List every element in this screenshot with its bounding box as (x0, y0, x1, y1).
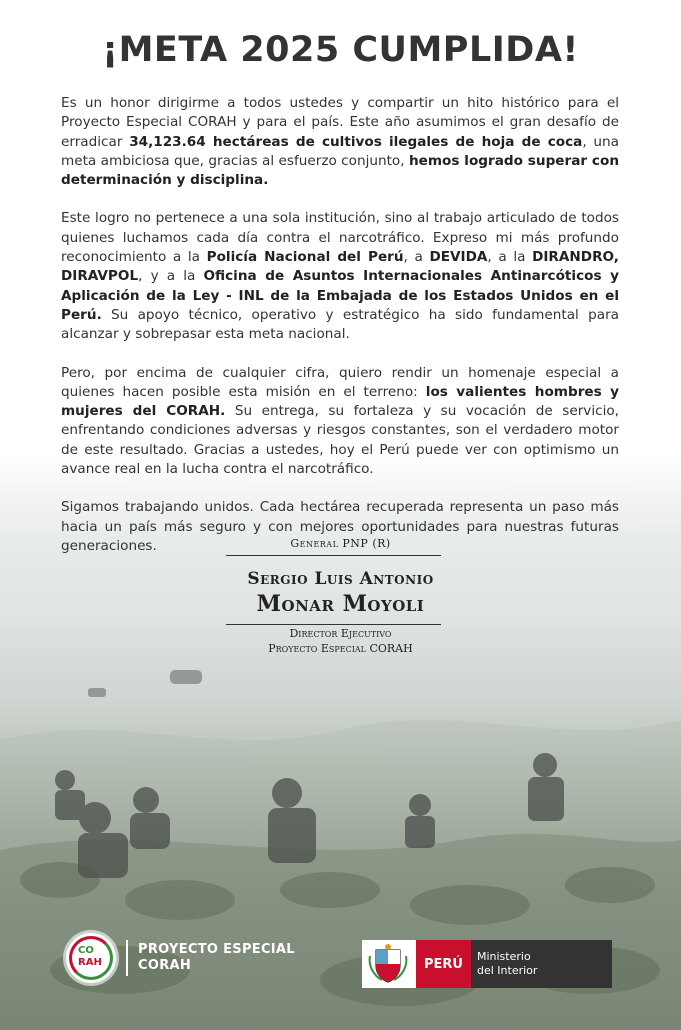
letter-body (61, 94, 619, 575)
paragraph-bold: hemos logrado superar con determinación y disciplina. (61, 152, 619, 189)
signature-role-line1: Director Ejecutivo (289, 627, 392, 640)
paragraph-text: , una meta ambiciosa que, gracias al esfuerzo conjunto, (61, 133, 619, 169)
paragraph-bold: 34,123.64 hectáreas de cultivos ilegales de hoja de coca (129, 133, 583, 150)
signature-role-line2: Proyecto Especial CORAH (268, 642, 413, 655)
peru-label: PERÚ (416, 940, 471, 988)
paragraph-bold: Oficina de Asuntos Internacionales Antinarcóticos y Aplicación de la Ley - INL de la Embajada de los Estados Unidos en el Perú. (61, 268, 619, 323)
corah-line2: CORAH (138, 958, 192, 973)
corah-badge-bottom: RAH (78, 957, 102, 968)
corah-wordmark (138, 942, 295, 974)
paragraph-text: , y a la (138, 268, 204, 285)
corah-badge-top: CO (78, 945, 94, 956)
paragraph-text: Su entrega, su fortaleza y su vocación de servicio, enfrentando condiciones adversas y riesgos constantes, son el verdadero motor de este resultado. Gracias a ustedes, hoy el Perú puede ver con optimismo un avance real en la lucha contra el narcotráfico. (61, 403, 619, 478)
paragraph-text: Sigamos trabajando unidos. Cada hectárea recuperada representa un paso más hacia un país más seguro y con mejores oportunidades para nuestras futuras generaciones. (61, 499, 619, 554)
paragraph-1 (61, 94, 619, 190)
paragraph-2 (61, 209, 619, 344)
paragraph-text: , a la (487, 249, 533, 266)
signature-name-line1: Sergio Luis Antonio (247, 569, 434, 589)
paragraph-text: Este logro no pertenece a una sola institución, sino al trabajo articulado de todos quienes luchamos cada día contra el narcotráfico. Expreso mi más profundo reconocimiento a la (61, 210, 619, 266)
page-title: ¡META 2025 CUMPLIDA! (102, 30, 579, 70)
ministry-name (471, 940, 612, 988)
paragraph-3 (61, 364, 619, 480)
divider (226, 624, 441, 625)
paragraph-text: , a (403, 249, 430, 266)
paragraph-text: Su apoyo técnico, operativo y estratégico ha sido fundamental para alcanzar y sobrepasar esta meta nacional. (61, 306, 619, 343)
ministry-line1: Ministerio (476, 950, 531, 963)
paragraph-bold: los valientes hombres y mujeres del CORAH. (61, 383, 619, 420)
ministry-line2: del Interior (476, 964, 538, 977)
paragraph-bold: DIRANDRO, DIRAVPOL (61, 249, 619, 285)
coat-of-arms-icon (366, 942, 410, 986)
logo-divider (126, 940, 128, 976)
paragraph-text: Es un honor dirigirme a todos ustedes y compartir un hito histórico para el Proyecto Especial CORAH y para el país. Este año asumimos el gran desafío de erradicar (61, 95, 619, 150)
paragraph-text: Pero, por encima de cualquier cifra, quiero rendir un homenaje especial a quienes hacen posible esta misión en el terreno: (61, 364, 619, 400)
divider (226, 555, 441, 556)
paragraph-bold: Policía Nacional del Perú (206, 249, 404, 266)
ministry-logo (362, 940, 612, 988)
signature-rank: General PNP (R) (290, 537, 391, 550)
signature-name-line2: Monar Moyoli (256, 591, 425, 617)
corah-logo (66, 933, 295, 983)
corah-badge-icon (66, 933, 116, 983)
corah-line1: PROYECTO ESPECIAL (138, 942, 295, 957)
paragraph-bold: DEVIDA (429, 249, 488, 266)
